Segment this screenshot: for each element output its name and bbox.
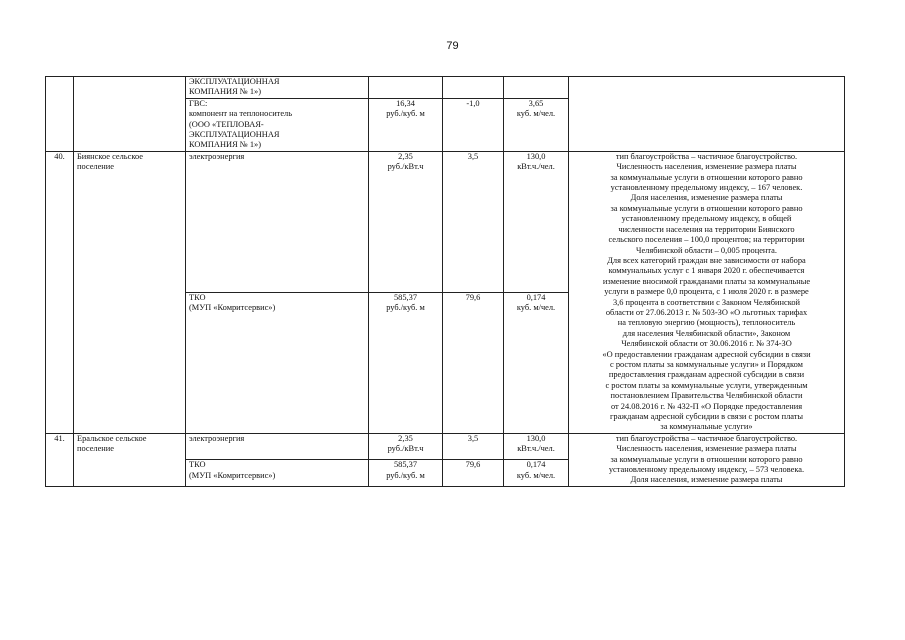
text-line: за коммунальные услуги» — [660, 422, 753, 432]
text-line: Доля населения, изменение размера платы — [630, 475, 783, 485]
index-cell: 3,5 — [443, 151, 504, 292]
index-cell: 79,6 — [443, 292, 504, 433]
text-line: (МУП «Комритсервис») — [189, 303, 276, 313]
text-line: Доля населения, изменение размера платы — [630, 193, 783, 203]
volume-cell — [504, 77, 569, 99]
tariff-cell — [369, 151, 443, 292]
text-line: куб. м/чел. — [516, 470, 556, 480]
text-line: ТКО — [189, 460, 206, 470]
text-line: поселение — [77, 444, 114, 454]
volume-cell — [504, 460, 569, 487]
text-line: Челябинской области – 0,005 процента. — [636, 245, 777, 255]
text-line: руб./кВт.ч — [387, 444, 424, 454]
text-line: изменение вносимой гражданами платы за коммунальные — [602, 276, 811, 286]
text-line: куб. м/чел. — [516, 109, 556, 119]
text-line: 585,37 — [393, 460, 418, 470]
text-line: 3,6 процента в соответствии с Законом Челябинской — [612, 297, 801, 307]
tariff-cell — [369, 292, 443, 433]
volume-cell — [504, 433, 569, 460]
text-line: предоставления гражданам адресной субсидии в связи — [608, 370, 805, 380]
text-line: «О предоставлении гражданам адресной субсидии в связи — [602, 349, 811, 359]
table-row — [46, 433, 845, 460]
text-line: коммунальных услуг с 1 января 2020 г. обеспечивается — [608, 266, 805, 276]
text-line: гражданам адресной субсидии в связи с ростом платы — [609, 412, 804, 421]
text-line: кВт.ч./чел. — [517, 162, 555, 172]
text-line: 2,35 — [398, 433, 413, 443]
text-line: за коммунальные услуги в отношении которого равно — [610, 203, 803, 213]
utility-cell — [186, 151, 369, 292]
text-line: тип благоустройства – частичное благоустройство. — [615, 151, 798, 161]
text-line: области от 27.06.2013 г. № 503-ЗО «О льготных тарифах — [605, 307, 808, 317]
note-cell — [569, 151, 845, 433]
text-line: электроэнергия — [189, 433, 245, 443]
tariff-cell — [369, 460, 443, 487]
text-line: 0,174 — [526, 460, 546, 470]
utility-cell — [186, 460, 369, 487]
text-line: с ростом платы за коммунальные услуги, утвержденным — [605, 380, 808, 390]
volume-cell — [504, 98, 569, 151]
text-line: Челябинской области от 30.06.2016 г. № 374-ЗО — [621, 339, 792, 349]
text-line: от 24.08.2016 г. № 432-П «О Порядке предоставления — [610, 401, 803, 411]
text-line: для населения Челябинской области», Законом — [622, 328, 791, 338]
text-line: 0,174 — [526, 292, 546, 302]
settlement-cell — [74, 77, 186, 152]
text-line: тип благоустройства – частичное благоустройство. — [615, 433, 798, 443]
text-line: (ООО «ТЕПЛОВАЯ- — [189, 119, 264, 129]
index-cell: -1,0 — [443, 98, 504, 151]
page-number: 79 — [446, 40, 459, 52]
volume-cell — [504, 151, 569, 292]
text-line: за коммунальные услуги в отношении которого равно — [610, 172, 803, 182]
text-line: 16,34 — [396, 98, 415, 108]
tariff-cell — [369, 77, 443, 99]
text-line: с ростом платы за коммунальные услуги» и Порядком — [610, 359, 803, 369]
text-line: 130,0 — [526, 433, 546, 443]
text-line: ЭКСПЛУАТАЦИОННАЯ — [189, 130, 280, 140]
text-line: на тепловую энергию (мощность), теплоноситель — [617, 318, 796, 328]
text-line: установленному предельному индексу, – 573 человека. — [608, 465, 805, 475]
text-line: КОМПАНИЯ № 1») — [189, 87, 261, 97]
utility-cell — [186, 98, 369, 151]
index-cell: 79,6 — [443, 460, 504, 487]
index-cell: 3,5 — [443, 433, 504, 460]
utility-cell — [186, 433, 369, 460]
text-line: ТКО — [189, 292, 206, 302]
settlement-cell — [74, 151, 186, 433]
text-line: КОМПАНИЯ № 1») — [189, 140, 261, 150]
text-line: (МУП «Комритсервис») — [189, 470, 276, 480]
text-line: руб./куб. м — [386, 109, 425, 119]
text-line: кВт.ч./чел. — [517, 444, 555, 454]
note-cell — [569, 433, 845, 486]
text-line: 3,65 — [528, 98, 544, 108]
text-line: Численность населения, изменение размера платы — [616, 444, 797, 454]
volume-cell — [504, 292, 569, 433]
text-line: руб./кВт.ч — [387, 162, 424, 172]
table-row — [46, 151, 845, 292]
tariff-cell — [369, 98, 443, 151]
text-line: услуги в размере 0,0 процента, с 1 июля 2020 г. в размере — [604, 287, 809, 297]
tariff-table — [45, 76, 845, 487]
text-line: Еральское сельское — [77, 433, 147, 443]
text-line: сельского поселения – 100,0 процентов; на территории — [608, 235, 805, 245]
text-line: за коммунальные услуги в отношении которого равно — [610, 454, 803, 464]
text-line: численности населения на территории Биянского — [618, 224, 795, 234]
row-number-cell: 41. — [46, 433, 74, 486]
utility-cell — [186, 77, 369, 99]
text-line: 2,35 — [398, 151, 413, 161]
text-line: ГВС: — [189, 98, 208, 108]
text-line: установленному предельному индексу, в общей — [621, 214, 792, 224]
settlement-cell — [74, 433, 186, 486]
row-number-cell: 40. — [46, 151, 74, 433]
text-line: установленному предельному индексу, – 167 человек. — [610, 183, 803, 193]
text-line: поселение — [77, 162, 114, 172]
note-cell — [569, 77, 845, 152]
row-number-cell — [46, 77, 74, 152]
tariff-cell — [369, 433, 443, 460]
text-line: руб./куб. м — [386, 470, 425, 480]
text-line: куб. м/чел. — [516, 303, 556, 313]
text-line: 585,37 — [393, 292, 418, 302]
text-line: электроэнергия — [189, 151, 245, 161]
text-line: Для всех категорий граждан вне зависимости от набора — [607, 255, 806, 265]
text-line: 130,0 — [526, 151, 546, 161]
utility-cell — [186, 292, 369, 433]
text-line: руб./куб. м — [386, 303, 425, 313]
text-line: компонент на теплоноситель — [189, 109, 293, 119]
text-line: постановлением Правительства Челябинской области — [610, 391, 803, 401]
index-cell — [443, 77, 504, 99]
text-line: Биянское сельское — [77, 151, 143, 161]
text-line: ЭКСПЛУАТАЦИОННАЯ — [189, 77, 280, 86]
table-row — [46, 77, 845, 99]
text-line: Численность населения, изменение размера платы — [616, 162, 797, 172]
